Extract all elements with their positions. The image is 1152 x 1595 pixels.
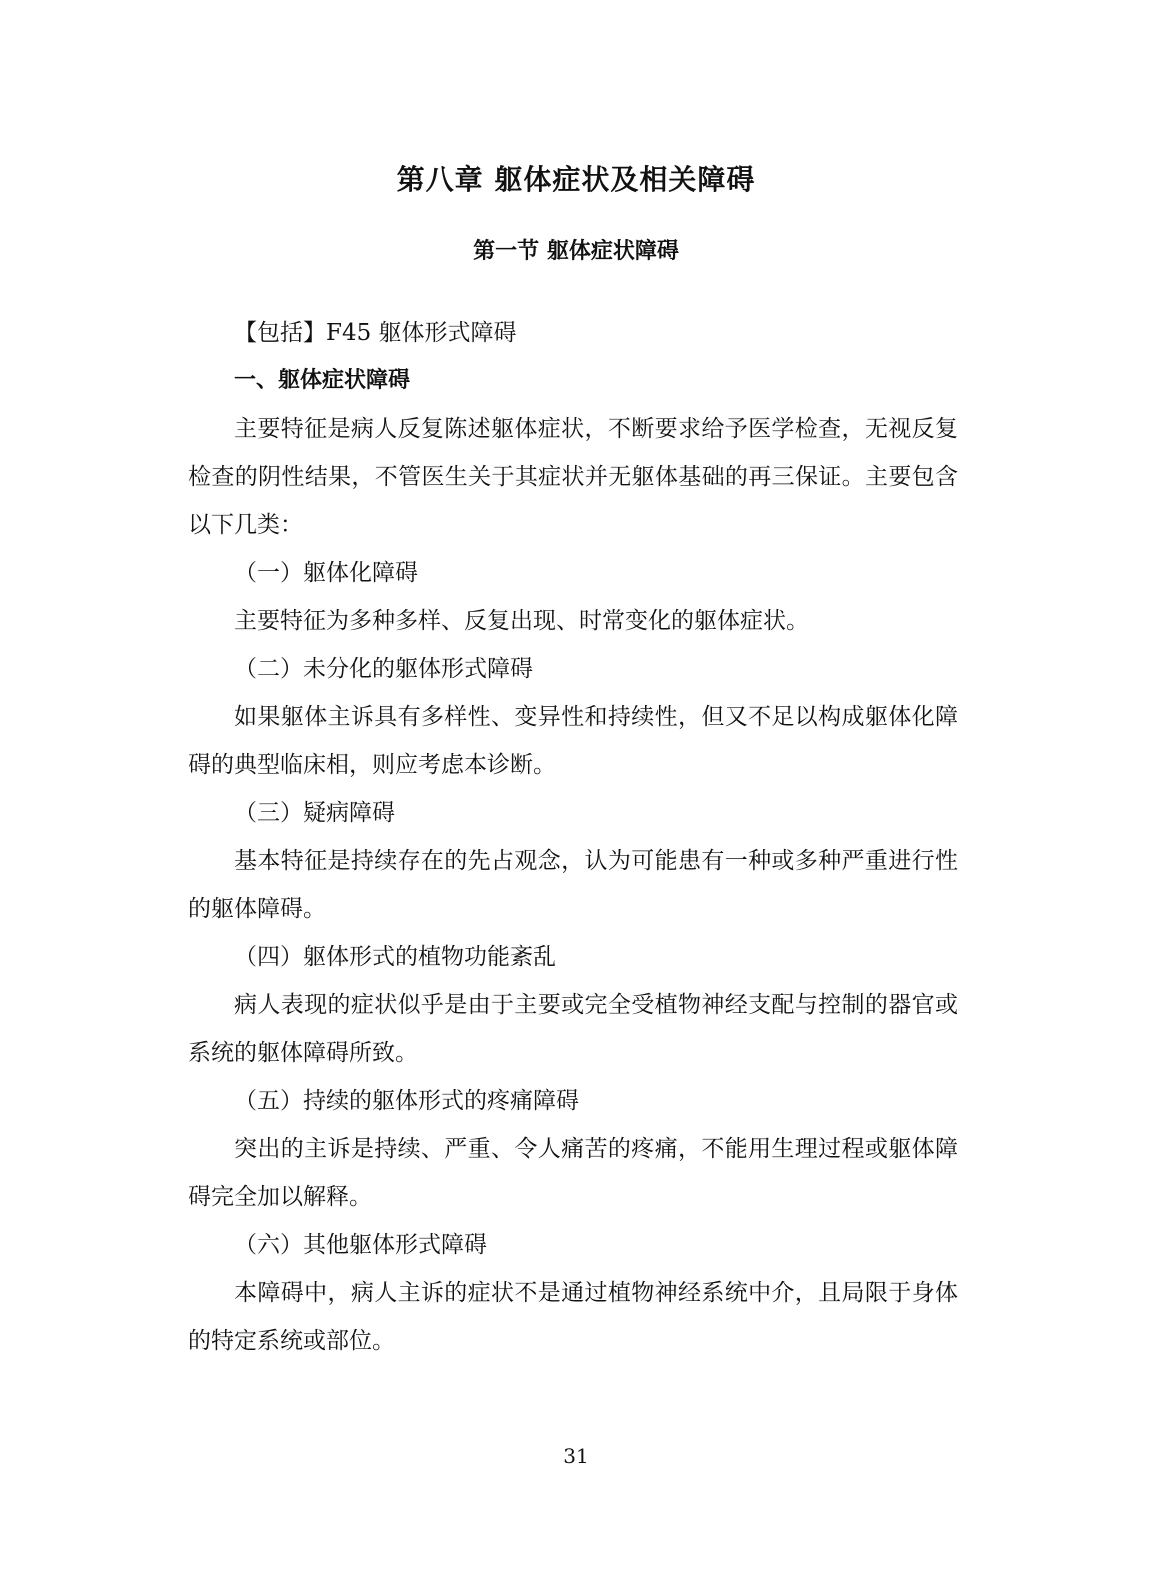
include-line: 【包括】F45 躯体形式障碍 xyxy=(234,320,517,346)
heading-somatic-symptom-disorder: 一、躯体症状障碍 xyxy=(234,368,411,393)
subsection-paragraph: 突出的主诉是持续、严重、令人痛苦的疼痛，不能用生理过程或躯体障碍完全加以解释。 xyxy=(188,1136,958,1210)
subsection-heading: （六）其他躯体形式障碍 xyxy=(234,1232,487,1258)
subsection-heading: （四）躯体形式的植物功能紊乱 xyxy=(234,944,556,970)
intro-paragraph: 主要特征是病人反复陈述躯体症状，不断要求给予医学检查，无视反复检查的阴性结果，不管医生关于其症状并无躯体基础的再三保证。主要包含以下几类： xyxy=(188,416,958,538)
subsection-heading: （五）持续的躯体形式的疼痛障碍 xyxy=(234,1088,579,1114)
section-title: 第一节 躯体症状障碍 xyxy=(473,239,679,264)
subsection-paragraph: 如果躯体主诉具有多样性、变异性和持续性，但又不足以构成躯体化障碍的典型临床相，则应考虑本诊断。 xyxy=(188,704,958,778)
subsection-paragraph: 病人表现的症状似乎是由于主要或完全受植物神经支配与控制的器官或系统的躯体障碍所致。 xyxy=(188,992,958,1066)
subsection-heading: （一）躯体化障碍 xyxy=(234,560,418,586)
subsection-heading: （二）未分化的躯体形式障碍 xyxy=(234,656,533,682)
document-body xyxy=(188,309,958,1365)
subsection-paragraph: 基本特征是持续存在的先占观念，认为可能患有一种或多种严重进行性的躯体障碍。 xyxy=(188,848,958,922)
subsection-heading: （三）疑病障碍 xyxy=(234,800,395,826)
subsection-paragraph: 本障碍中，病人主诉的症状不是通过植物神经系统中介，且局限于身体的特定系统或部位。 xyxy=(188,1280,958,1354)
page-number: 31 xyxy=(563,1444,589,1468)
subsection-paragraph: 主要特征为多种多样、反复出现、时常变化的躯体症状。 xyxy=(234,608,809,634)
chapter-title: 第八章 躯体症状及相关障碍 xyxy=(396,163,756,196)
